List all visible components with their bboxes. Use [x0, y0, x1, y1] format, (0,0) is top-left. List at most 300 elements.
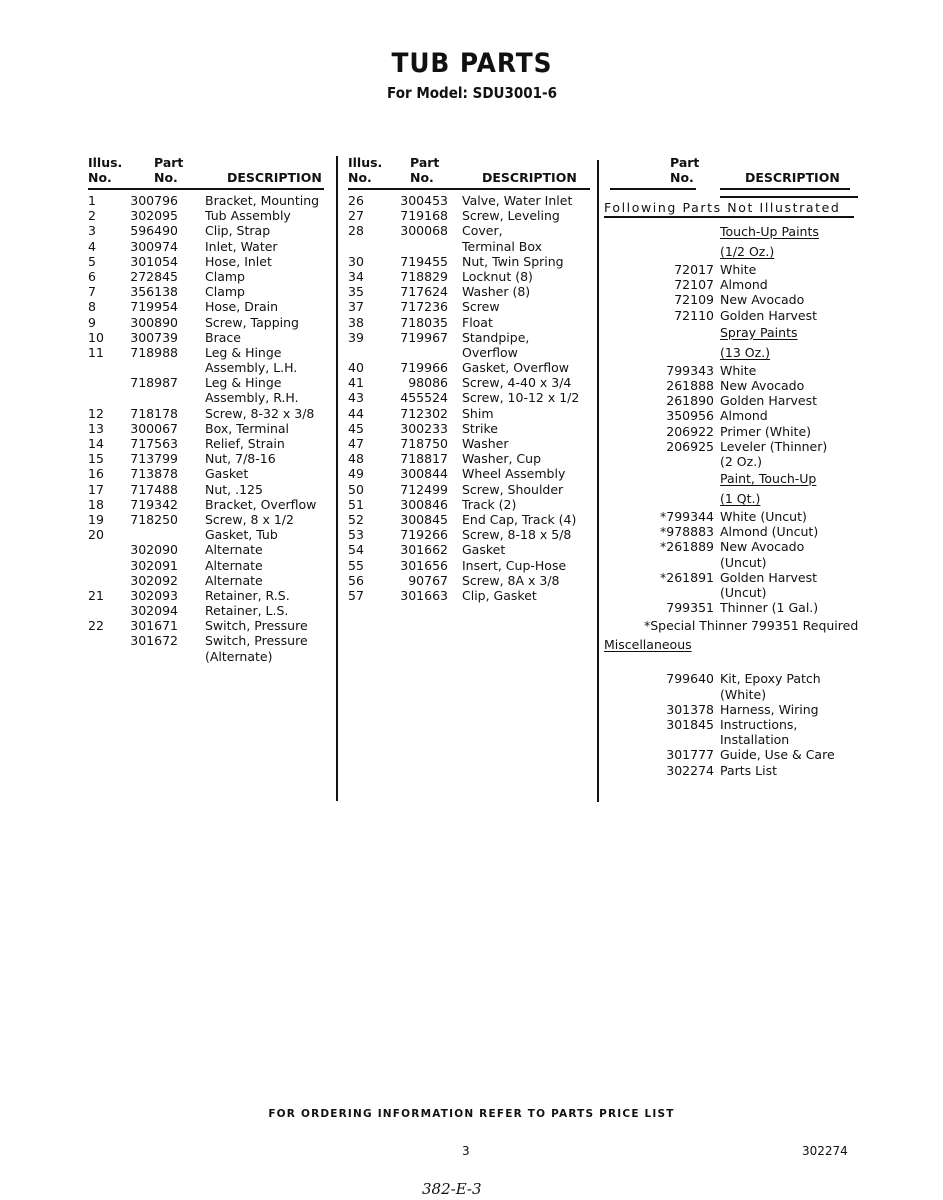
illus-number: 40: [348, 360, 364, 376]
not-illustrated-section: [604, 200, 859, 222]
illus-number: 56: [348, 572, 364, 588]
table-row: [604, 292, 859, 307]
part-number: 300068: [400, 223, 448, 239]
part-description: New Avocado: [720, 539, 805, 555]
part-description: Bracket, Mounting: [205, 193, 320, 208]
part-number: 718817: [400, 451, 448, 467]
table-row: [604, 378, 859, 393]
part-description: Screw, Leveling: [462, 208, 560, 224]
description-header: DESCRIPTION: [745, 170, 840, 185]
table-row: [604, 524, 859, 539]
table-row: [88, 558, 328, 573]
part-header-line1: Part: [154, 155, 184, 170]
parts-table-left: [88, 155, 328, 664]
part-number: 718987: [130, 375, 178, 391]
part-header-line2: No.: [410, 170, 434, 185]
illus-number: 53: [348, 527, 364, 543]
table-row: [604, 747, 859, 762]
part-number: 72017: [674, 262, 714, 277]
paint-heading-text: Paint, Touch-Up: [720, 471, 817, 487]
part-number: 300844: [400, 466, 448, 482]
part-number: 718250: [130, 511, 178, 527]
part-number: 98086: [408, 375, 448, 391]
illus-number: 47: [348, 436, 364, 451]
part-description: Retainer, L.S.: [205, 603, 289, 619]
part-description: Guide, Use & Care: [720, 747, 835, 763]
part-description: Assembly, R.H.: [205, 390, 299, 406]
touchup-size: [604, 242, 859, 262]
table-header: [88, 155, 328, 188]
part-number: 712499: [400, 481, 448, 497]
part-number: 717488: [130, 481, 178, 497]
part-description: Box, Terminal: [205, 420, 290, 436]
illus-number: 27: [348, 208, 364, 224]
part-number: 301671: [130, 618, 178, 634]
part-number: 717563: [130, 436, 178, 451]
part-description: Switch, Pressure: [205, 618, 308, 634]
table-row: [88, 633, 328, 648]
part-description: (Uncut): [720, 554, 767, 570]
page-title: TUB PARTS: [391, 48, 553, 79]
illus-number: 19: [88, 511, 104, 527]
table-header: [604, 155, 859, 188]
illus-number: 1: [88, 193, 96, 208]
part-description: Gasket: [205, 466, 249, 482]
table-row: [604, 732, 859, 747]
table-row: [348, 375, 593, 390]
part-description: Valve, Water Inlet: [462, 193, 573, 208]
part-number: 301378: [666, 701, 714, 717]
table-row: [348, 588, 593, 603]
table-row: [604, 671, 859, 686]
table-row: [348, 208, 593, 223]
part-description: Standpipe,: [462, 329, 530, 345]
part-description: Brace: [205, 329, 241, 345]
table-row: [348, 482, 593, 497]
part-description: Tub Assembly: [205, 208, 291, 224]
illus-number: 20: [88, 527, 104, 543]
part-description: Alternate: [205, 572, 263, 588]
table-row: [604, 393, 859, 408]
table-header: [348, 155, 593, 188]
part-description: Golden Harvest: [720, 307, 818, 323]
table-row: [604, 439, 859, 454]
part-description: Almond: [720, 408, 768, 424]
table-row: [88, 208, 328, 223]
table-row: [88, 603, 328, 618]
part-description: Float: [462, 314, 493, 330]
table-row: [88, 527, 328, 542]
part-description: Alternate: [205, 542, 263, 558]
illus-number: 41: [348, 375, 364, 391]
table-row: [604, 277, 859, 292]
part-description: Nut, Twin Spring: [462, 253, 564, 269]
part-number: 719966: [400, 360, 448, 376]
part-description: (Uncut): [720, 585, 767, 600]
table-row: [88, 239, 328, 254]
header-rule: [88, 188, 324, 190]
part-description: Relief, Strain: [205, 436, 285, 451]
part-header-line2: No.: [154, 170, 178, 185]
illus-number: 22: [88, 618, 104, 634]
page-number: 3: [462, 1144, 470, 1158]
description-header: DESCRIPTION: [482, 170, 577, 185]
table-row: [348, 360, 593, 375]
part-number: *978883: [660, 524, 714, 540]
part-description: Golden Harvest: [720, 569, 818, 585]
part-number: 206922: [666, 423, 714, 439]
part-description: Insert, Cup-Hose: [462, 557, 567, 573]
description-header: DESCRIPTION: [227, 170, 322, 185]
part-number: 300974: [130, 238, 178, 254]
part-description: Washer: [462, 436, 509, 451]
part-description: (Alternate): [205, 648, 273, 664]
part-number: 261890: [666, 393, 714, 409]
part-description: (2 Oz.): [720, 453, 763, 469]
table-row: [88, 360, 328, 375]
part-number: 300233: [400, 420, 448, 436]
illus-number: 51: [348, 496, 364, 512]
spray-heading-text: Spray Paints: [720, 324, 798, 340]
part-number: 301672: [130, 633, 178, 649]
spray-size: [604, 343, 859, 363]
table-row: [604, 454, 859, 469]
table-row: [348, 390, 593, 405]
part-number: 719954: [130, 299, 178, 315]
part-number: 302091: [130, 557, 178, 573]
part-description: Strike: [462, 420, 498, 436]
table-row: [88, 269, 328, 284]
table-row: [88, 497, 328, 512]
table-row: [604, 363, 859, 378]
spray-size-text: (13 Oz.): [720, 344, 771, 360]
part-description: Assembly, L.H.: [205, 360, 298, 376]
part-description: Clamp: [205, 268, 245, 284]
part-description: Screw, Tapping: [205, 314, 299, 330]
illus-number: 35: [348, 284, 364, 300]
part-number: 718178: [130, 405, 178, 421]
part-description: Leg & Hinge: [205, 344, 282, 360]
illus-number: 39: [348, 329, 364, 345]
illus-number: 45: [348, 420, 364, 436]
part-number: 718035: [400, 314, 448, 330]
part-description: Screw, Shoulder: [462, 481, 564, 497]
table-row: [604, 702, 859, 717]
part-description: Track (2): [462, 496, 517, 512]
header-rule: [610, 188, 696, 190]
part-number: 72107: [674, 277, 714, 293]
part-description: Leveler (Thinner): [720, 438, 828, 454]
illus-number: 49: [348, 466, 364, 482]
part-description: Inlet, Water: [205, 238, 278, 254]
part-number: 719168: [400, 208, 448, 224]
table-row: [88, 451, 328, 466]
illus-number: 34: [348, 268, 364, 284]
section-rule: [604, 216, 854, 218]
touchup-heading: [604, 222, 859, 242]
special-note: [604, 615, 859, 635]
illus-number: 43: [348, 390, 364, 406]
table-row: [88, 375, 328, 390]
illus-header-line2: No.: [348, 170, 372, 185]
illus-number: 11: [88, 344, 104, 360]
part-number: 713878: [130, 466, 178, 482]
spray-heading: [604, 323, 859, 343]
part-number: 301845: [666, 716, 714, 732]
part-number: 301663: [400, 587, 448, 603]
illus-number: 55: [348, 557, 364, 573]
section-rule: [720, 196, 858, 198]
part-description: Kit, Epoxy Patch: [720, 671, 821, 687]
table-row: [348, 466, 593, 481]
part-description: Instructions,: [720, 716, 798, 732]
part-number: 302094: [130, 603, 178, 619]
part-number: 455524: [400, 390, 448, 406]
part-description: Screw, 8 x 1/2: [205, 511, 294, 527]
part-number: 718750: [400, 436, 448, 451]
part-description: Golden Harvest: [720, 393, 818, 409]
part-description: Screw, 8-18 x 5/8: [462, 527, 572, 543]
part-description: Bracket, Overflow: [205, 496, 317, 512]
table-row: [88, 573, 328, 588]
illus-number: 52: [348, 511, 364, 527]
part-number: 302092: [130, 572, 178, 588]
illus-number: 37: [348, 299, 364, 315]
table-row: [88, 284, 328, 299]
part-number: 356138: [130, 284, 178, 300]
part-description: Almond (Uncut): [720, 524, 819, 540]
table-row: [604, 585, 859, 600]
part-description: Clip, Gasket: [462, 587, 537, 603]
part-number: 713799: [130, 451, 178, 467]
part-number: *261889: [660, 539, 714, 555]
table-row: [348, 421, 593, 436]
illus-number: 54: [348, 542, 364, 558]
table-row: [88, 193, 328, 208]
part-number: 719967: [400, 329, 448, 345]
part-number: 302095: [130, 208, 178, 224]
part-number: *261891: [660, 569, 714, 585]
table-row: [348, 239, 593, 254]
table-row: [88, 254, 328, 269]
part-description: Shim: [462, 405, 494, 421]
table-row: [348, 284, 593, 299]
part-description: Gasket: [462, 542, 506, 558]
table-row: [348, 573, 593, 588]
illus-number: 57: [348, 587, 364, 603]
table-row: [348, 345, 593, 360]
table-row: [88, 618, 328, 633]
table-row: [604, 763, 859, 778]
document-number: 302274: [802, 1144, 848, 1158]
parts-table-right: [604, 155, 859, 778]
table-row: [88, 466, 328, 481]
part-header-line2: No.: [670, 170, 694, 185]
part-description: Hose, Inlet: [205, 253, 272, 269]
table-row: [348, 497, 593, 512]
part-description: Washer (8): [462, 284, 531, 300]
illus-number: 48: [348, 451, 364, 467]
table-row: [88, 512, 328, 527]
part-number: 300846: [400, 496, 448, 512]
part-number: 596490: [130, 223, 178, 239]
part-number: 261888: [666, 377, 714, 393]
part-number: 718988: [130, 344, 178, 360]
illus-number: 18: [88, 496, 104, 512]
part-header-line1: Part: [410, 155, 440, 170]
part-description: Retainer, R.S.: [205, 587, 290, 603]
table-row: [88, 223, 328, 238]
table-row: [604, 555, 859, 570]
part-description: Gasket, Overflow: [462, 360, 570, 376]
column-divider: [597, 160, 599, 802]
illus-number: 26: [348, 193, 364, 208]
part-number: 300739: [130, 329, 178, 345]
table-row: [604, 570, 859, 585]
illus-number: 6: [88, 268, 96, 284]
illus-number: 3: [88, 223, 96, 239]
table-row: [348, 193, 593, 208]
part-description: Clip, Strap: [205, 223, 271, 239]
table-row: [604, 424, 859, 439]
part-description: Harness, Wiring: [720, 701, 819, 717]
illus-number: 13: [88, 420, 104, 436]
part-description: Screw: [462, 299, 500, 315]
illus-number: 14: [88, 436, 104, 451]
model-subtitle: For Model: SDU3001-6: [387, 84, 558, 102]
part-description: Locknut (8): [462, 268, 533, 284]
part-number: 301656: [400, 557, 448, 573]
illus-number: 2: [88, 208, 96, 224]
table-row: [604, 408, 859, 423]
illus-number: 17: [88, 481, 104, 497]
illus-number: 16: [88, 466, 104, 482]
header-rule: [720, 188, 850, 190]
part-number: 300067: [130, 420, 178, 436]
part-number: 301054: [130, 253, 178, 269]
part-description: Thinner (1 Gal.): [720, 600, 819, 616]
part-number: 799640: [666, 671, 714, 687]
part-description: Screw, 8A x 3/8: [462, 572, 560, 588]
table-row: [348, 451, 593, 466]
part-number: 301662: [400, 542, 448, 558]
part-description: Washer, Cup: [462, 451, 542, 467]
illus-number: 21: [88, 587, 104, 603]
part-description: (White): [720, 686, 767, 702]
part-description: End Cap, Track (4): [462, 511, 577, 527]
part-number: 719266: [400, 527, 448, 543]
part-description: Screw, 4-40 x 3/4: [462, 375, 572, 391]
part-description: Hose, Drain: [205, 299, 279, 315]
header-rule: [348, 188, 590, 190]
misc-heading: [604, 635, 859, 671]
part-description: Terminal Box: [462, 238, 543, 254]
illus-header-line1: Illus.: [348, 155, 383, 170]
paint-size-text: (1 Qt.): [720, 491, 761, 507]
part-number: 712302: [400, 405, 448, 421]
table-row: [604, 717, 859, 732]
table-row: [88, 406, 328, 421]
illus-number: 15: [88, 451, 104, 467]
illus-number: 10: [88, 329, 104, 345]
part-number: 799343: [666, 362, 714, 378]
paint-size: [604, 489, 859, 509]
table-row: [604, 262, 859, 277]
table-row: [88, 299, 328, 314]
touchup-heading-text: Touch-Up Paints: [720, 224, 819, 239]
illus-number: 7: [88, 284, 96, 300]
misc-heading-text: Miscellaneous: [604, 637, 692, 653]
part-description: Nut, .125: [205, 481, 263, 497]
part-header-line1: Part: [670, 155, 700, 170]
table-row: [604, 509, 859, 524]
part-description: Switch, Pressure: [205, 633, 308, 649]
part-number: 719455: [400, 253, 448, 269]
part-number: 718829: [400, 268, 448, 284]
part-number: *799344: [660, 509, 714, 525]
part-number: 300453: [400, 193, 448, 208]
part-description: White (Uncut): [720, 509, 807, 525]
part-description: Alternate: [205, 557, 263, 573]
part-number: 72110: [674, 307, 714, 323]
table-row: [88, 588, 328, 603]
part-description: Overflow: [462, 344, 518, 360]
table-row: [88, 421, 328, 436]
part-description: Primer (White): [720, 423, 812, 439]
part-number: 301777: [666, 747, 714, 763]
touchup-size-text: (1/2 Oz.): [720, 244, 775, 259]
table-row: [348, 436, 593, 451]
table-row: [348, 542, 593, 557]
table-row: [88, 390, 328, 405]
table-row: [88, 542, 328, 557]
table-row: [348, 269, 593, 284]
part-number: 300845: [400, 511, 448, 527]
table-row: [348, 299, 593, 314]
illus-header-line2: No.: [88, 170, 112, 185]
parts-table-middle: [348, 155, 593, 603]
part-number: 272845: [130, 268, 178, 284]
not-illustrated-heading: Following Parts Not Illustrated: [604, 200, 841, 215]
part-description: White: [720, 262, 757, 277]
illus-number: 38: [348, 314, 364, 330]
illus-number: 4: [88, 238, 96, 254]
part-number: 72109: [674, 292, 714, 308]
part-description: White: [720, 362, 757, 378]
illus-number: 9: [88, 314, 96, 330]
illus-number: 30: [348, 253, 364, 269]
part-number: 717236: [400, 299, 448, 315]
part-description: New Avocado: [720, 377, 805, 393]
part-number: 206925: [666, 438, 714, 454]
part-number: 717624: [400, 284, 448, 300]
handwritten-note: 382-E-3: [422, 1180, 482, 1198]
part-description: New Avocado: [720, 292, 805, 308]
part-number: 302274: [666, 762, 714, 778]
part-description: Installation: [720, 732, 790, 748]
table-row: [348, 315, 593, 330]
part-number: 90767: [408, 572, 448, 588]
part-number: 300890: [130, 314, 178, 330]
illus-number: 28: [348, 223, 364, 239]
part-description: Cover,: [462, 223, 503, 239]
part-description: Leg & Hinge: [205, 375, 282, 391]
table-row: [348, 406, 593, 421]
part-description: Gasket, Tub: [205, 527, 278, 543]
table-row: [348, 223, 593, 238]
part-description: Screw, 10-12 x 1/2: [462, 390, 580, 406]
table-row: [604, 308, 859, 323]
